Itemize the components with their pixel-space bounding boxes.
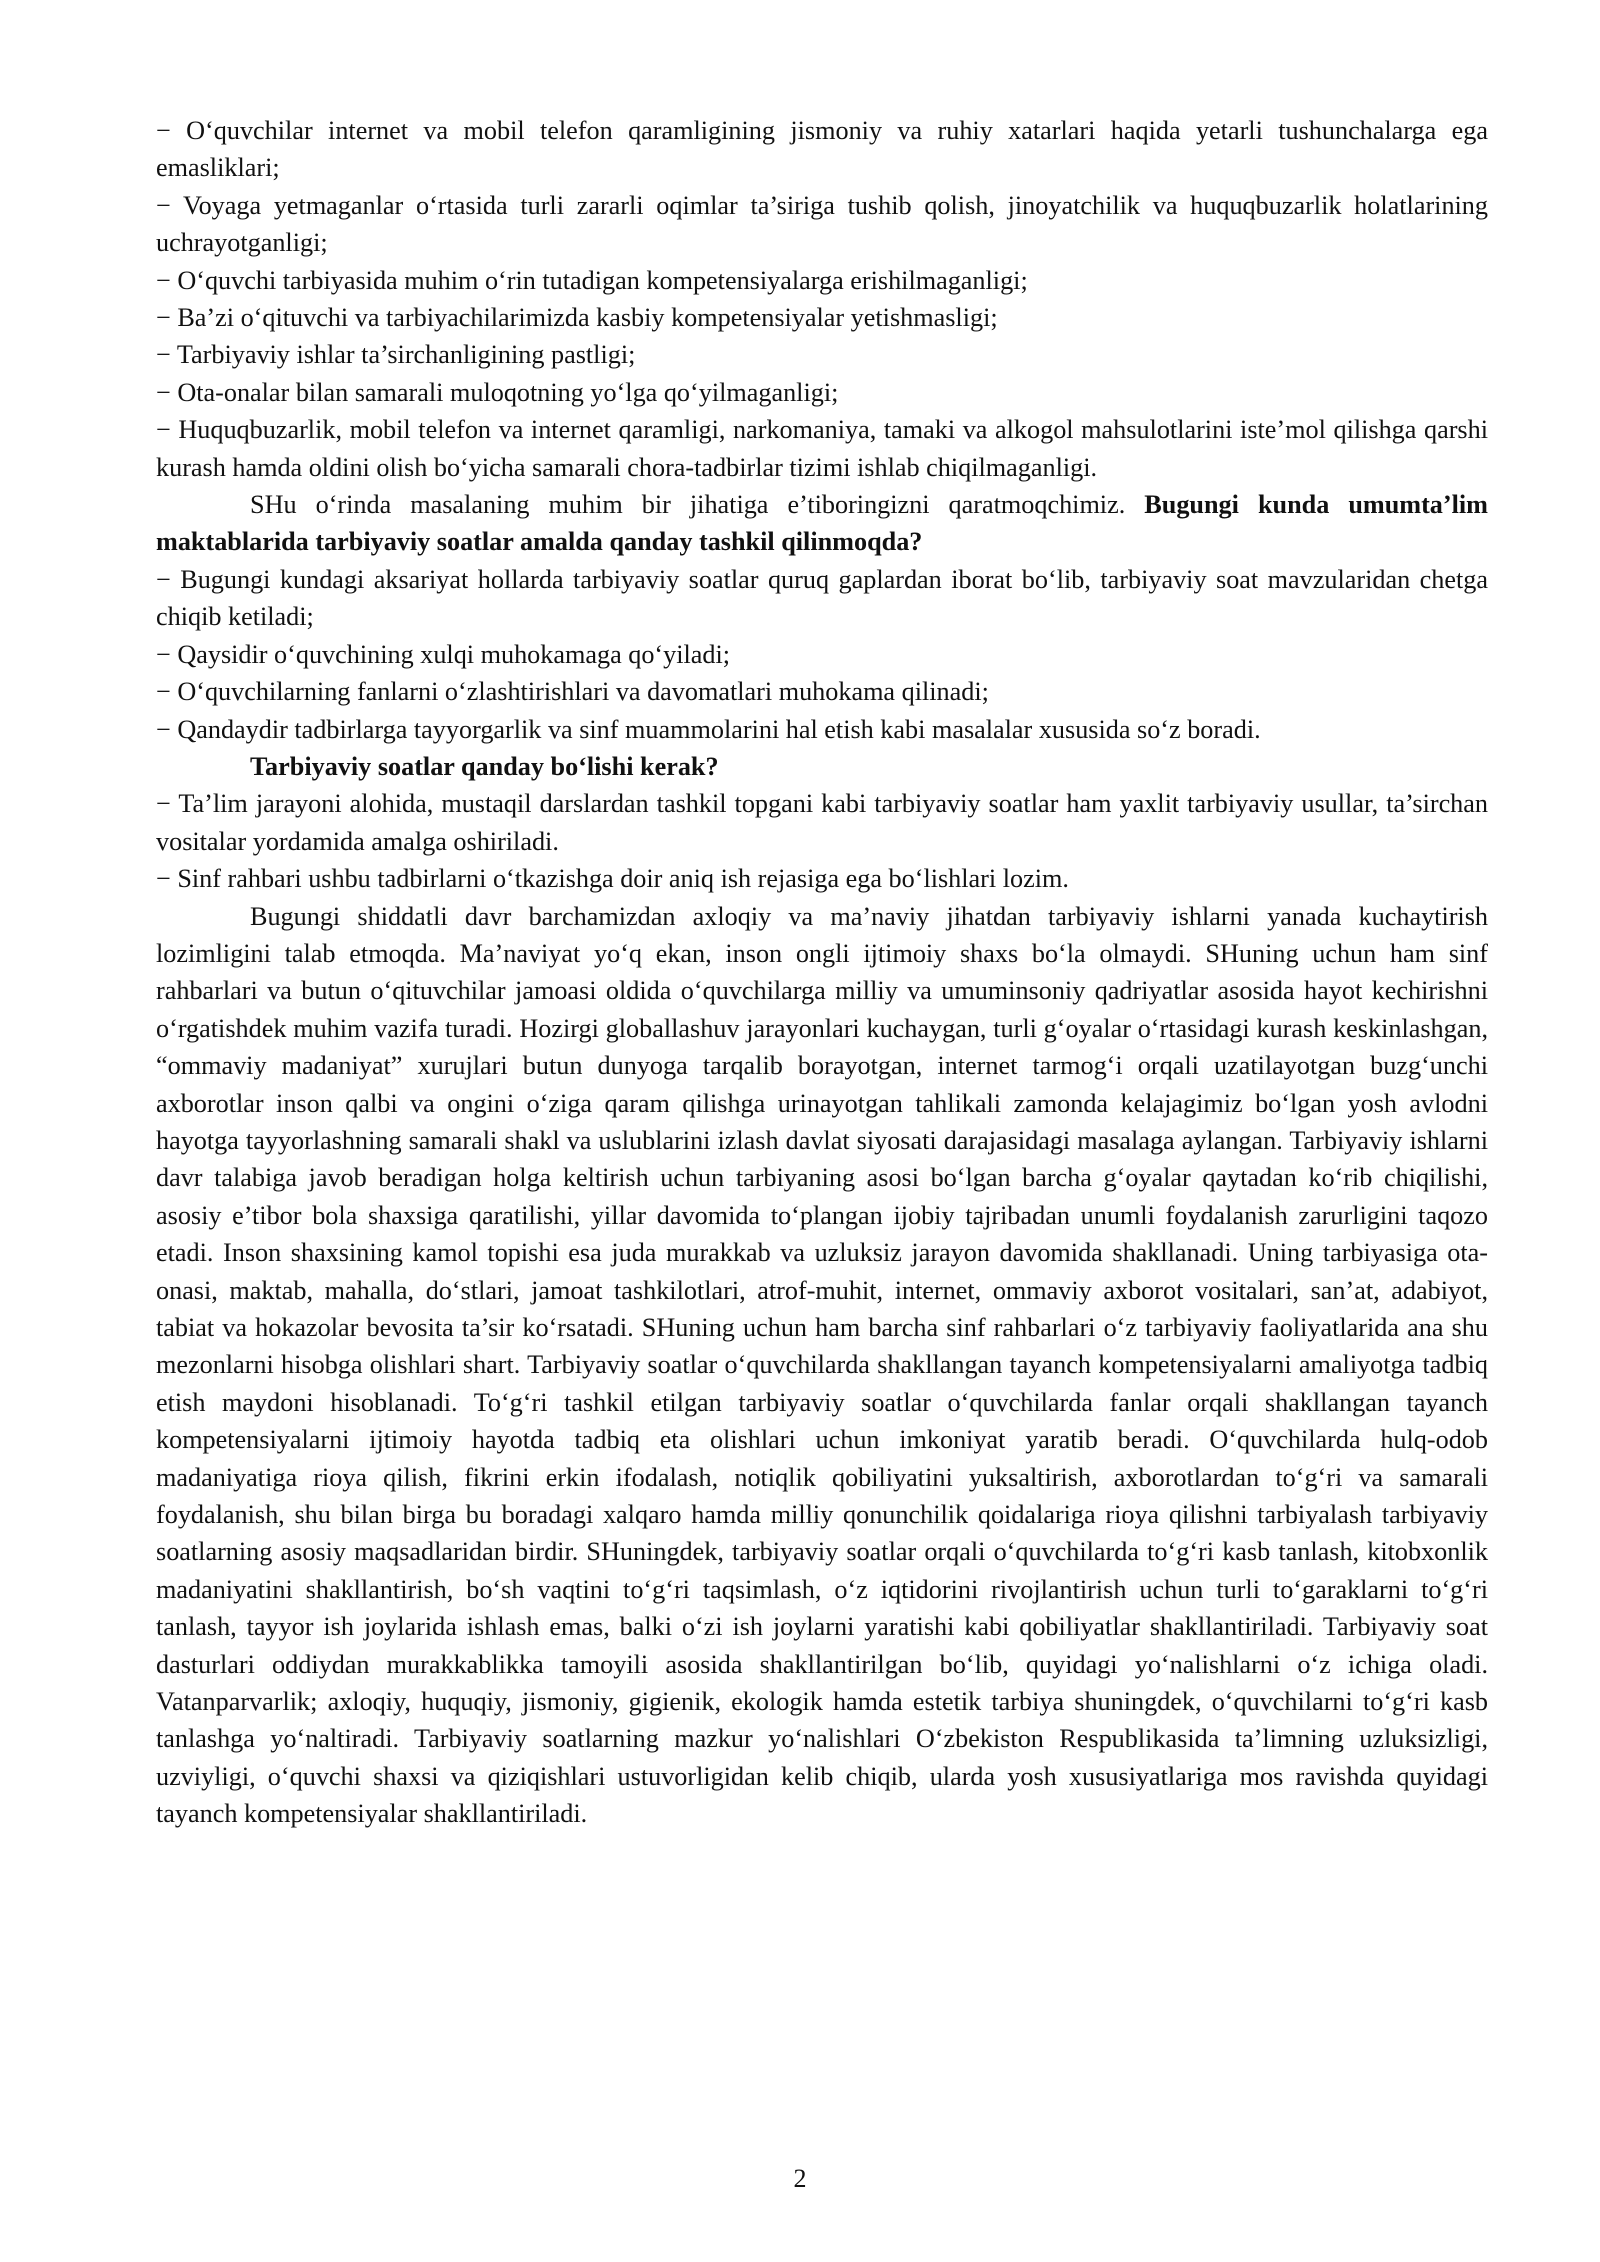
bold-question: Bugungi kunda umumta’lim maktablarida tarbiyaviy soatlar amalda qanday tashkil qilinmoqda? <box>156 490 1488 557</box>
list-item: − Voyaga yetmaganlar o‘rtasida turli zararli oqimlar ta’siriga tushib qolish, jinoyatchilik va huquqbuzarlik holatlarining uchrayotganligi; <box>156 190 1488 258</box>
list-item: − Huquqbuzarlik, mobil telefon va internet qaramligi, narkomaniya, tamaki va alkogol mahsulotlarini iste’mol qilishga qarshi kurash hamda oldini olish bo‘yicha samarali chora-tadbirlar tizimi ishlab chiqilmaganligi. <box>156 415 1488 482</box>
page-number: 2 <box>793 2164 807 2193</box>
list-item: − O‘quvchi tarbiyasida muhim o‘rin tutadigan kompetensiyalarga erishilmaganligi; <box>156 265 1028 295</box>
list-item: − Sinf rahbari ushbu tadbirlarni o‘tkazishga doir aniq ish rejasiga ega bo‘lishlari lozim. <box>156 864 1069 894</box>
body-paragraph: Bugungi shiddatli davr barchamizdan axloqiy va ma’naviy jihatdan tarbiyaviy ishlarni yanada kuchaytirish lozimligini talab etmoqda. Ma’naviyat yo‘q ekan, inson ongli ijtimoiy shaxs bo‘la olmaydi. SHuning uchun ham sinf rahbarlari va butun o‘qituvchilar jamoasi oldida o‘quvchilarga milliy va umuminsoniy qadriyatlar asosida hayot kechirishni o‘rgatishdek muhim vazifa turadi. Hozirgi globallashuv jarayonlari kuchaygan, turli g‘oyalar o‘rtasidagi kurash keskinlashgan, “ommaviy madaniyat” xurujlari butun dunyoga tarqalib borayotgan, internet tarmog‘i orqali uzatilayotgan buzg‘unchi axborotlar inson qalbi va ongini o‘ziga qaram qilishga urinayotgan tahlikali zamonda kelajagimiz bo‘lgan yosh avlodni hayotga tayyorlashning samarali shakl va uslublarini izlash davlat siyosati darajasidagi masalaga aylangan. Tarbiyaviy ishlarni davr talabiga javob beradigan holga keltirish uchun tarbiyaning asosi bo‘lgan barcha g‘oyalar qaytadan ko‘rib chiqilishi, asosiy e’tibor bola shaxsiga qaratilishi, yillar davomida to‘plangan ijobiy tajribadan unumli foydalanish zarurligini taqozo etadi. Inson shaxsining kamol topishi esa juda murakkab va uzluksiz jarayon davomida shakllanadi. Uning tarbiyasiga ota-onasi, maktab, mahalla, do‘stlari, jamoat tashkilotlari, atrof-muhit, internet, ommaviy axborot vositalari, san’at, adabiyot, tabiat va hokazolar bevosita ta’sir ko‘rsatadi. SHuning uchun ham barcha sinf rahbarlari o‘z tarbiyaviy faoliyatlarida ana shu mezonlarni hisobga olishlari shart. Tarbiyaviy soatlar o‘quvchilarda shakllangan tayanch kompetensiyalarni amaliyotga tadbiq etish maydoni hisoblanadi. To‘g‘ri tashkil etilgan tarbiyaviy soatlar o‘quvchilarda fanlar orqali shakllangan tayanch kompetensiyalarni ijtimoiy hayotda tadbiq eta olishlari uchun imkoniyat yaratib beradi. O‘quvchilarda hulq-odob madaniyatiga rioya qilish, fikrini erkin ifodalash, notiqlik qobiliyatini yuksaltirish, axborotlardan to‘g‘ri va samarali foydalanish, shu bilan birga bu boradagi xalqaro hamda milliy qonunchilik qoidalariga rioya qilishni tarbiyalash tarbiyaviy soatlarning asosiy maqsadlaridan birdir. SHuningdek, tarbiyaviy soatlar orqali o‘quvchilarda to‘g‘ri kasb tanlash, kitobxonlik madaniyatini shakllantirish, bo‘sh vaqtini to‘g‘ri taqsimlash, o‘z iqtidorini rivojlantirish uchun turli to‘garaklarni to‘g‘ri tanlash, tayyor ish joylarida ishlash emas, balki o‘zi ish joylarni yaratishi kabi qobiliyatlar shakllantiriladi. Tarbiyaviy soat dasturlari oddiydan murakkablikka tamoyili asosida shakllantirilgan bo‘lib, quyidagi yo‘nalishlarni o‘z ichiga oladi. Vatanparvarlik; axloqiy, huquqiy, jismoniy, gigienik, ekologik hamda estetik tarbiya shuningdek, o‘quvchilarni to‘g‘ri kasb tanlashga yo‘naltiradi. Tarbiyaviy soatlarning mazkur yo‘nalishlari O‘zbekiston Respublikasida ta’limning uzluksizligi, uzviyligi, o‘quvchi shaxsi va qiziqishlari ustuvorligidan kelib chiqib, ularda yosh xususiyatlariga mos ravishda quyidagi tayanch kompetensiyalar shakllantiriladi. <box>156 901 1488 1829</box>
document-page <box>156 112 1488 1833</box>
paragraph-question <box>156 486 1488 561</box>
list-item: − O‘quvchilar internet va mobil telefon qaramligining jismoniy va ruhiy xatarlari haqida yetarli tushunchalarga ega emasliklari; <box>156 116 1488 183</box>
list-item: − Qaysidir o‘quvchining xulqi muhokamaga qo‘yiladi; <box>156 639 731 669</box>
section-heading: Tarbiyaviy soatlar qanday bo‘lishi kerak? <box>250 751 719 781</box>
list-item: − Ta’lim jarayoni alohida, mustaqil darslardan tashkil topgani kabi tarbiyaviy soatlar ham yaxlit tarbiyaviy usullar, ta’sirchan vositalar yordamida amalga oshiriladi. <box>156 789 1488 856</box>
list-item: − Tarbiyaviy ishlar ta’sirchanligining pastligi; <box>156 340 636 370</box>
list-item: − Ota-onalar bilan samarali muloqotning yo‘lga qo‘yilmaganligi; <box>156 377 839 407</box>
list-item: − Ba’zi o‘qituvchi va tarbiyachilarimizda kasbiy kompetensiyalar yetishmasligi; <box>156 303 998 333</box>
list-item: − Qandaydir tadbirlarga tayyorgarlik va sinf muammolarini hal etish kabi masalalar xususida so‘z boradi. <box>156 714 1261 744</box>
list-item: − O‘quvchilarning fanlarni o‘zlashtirishlari va davomatlari muhokama qilinadi; <box>156 677 989 707</box>
paragraph-text: SHu o‘rinda masalaning muhim bir jihatiga e’tiboringizni qaratmoqchimiz. <box>250 490 1145 520</box>
list-item: − Bugungi kundagi aksariyat hollarda tarbiyaviy soatlar quruq gaplardan iborat bo‘lib, tarbiyaviy soat mavzularidan chetga chiqib ketiladi; <box>156 564 1488 632</box>
